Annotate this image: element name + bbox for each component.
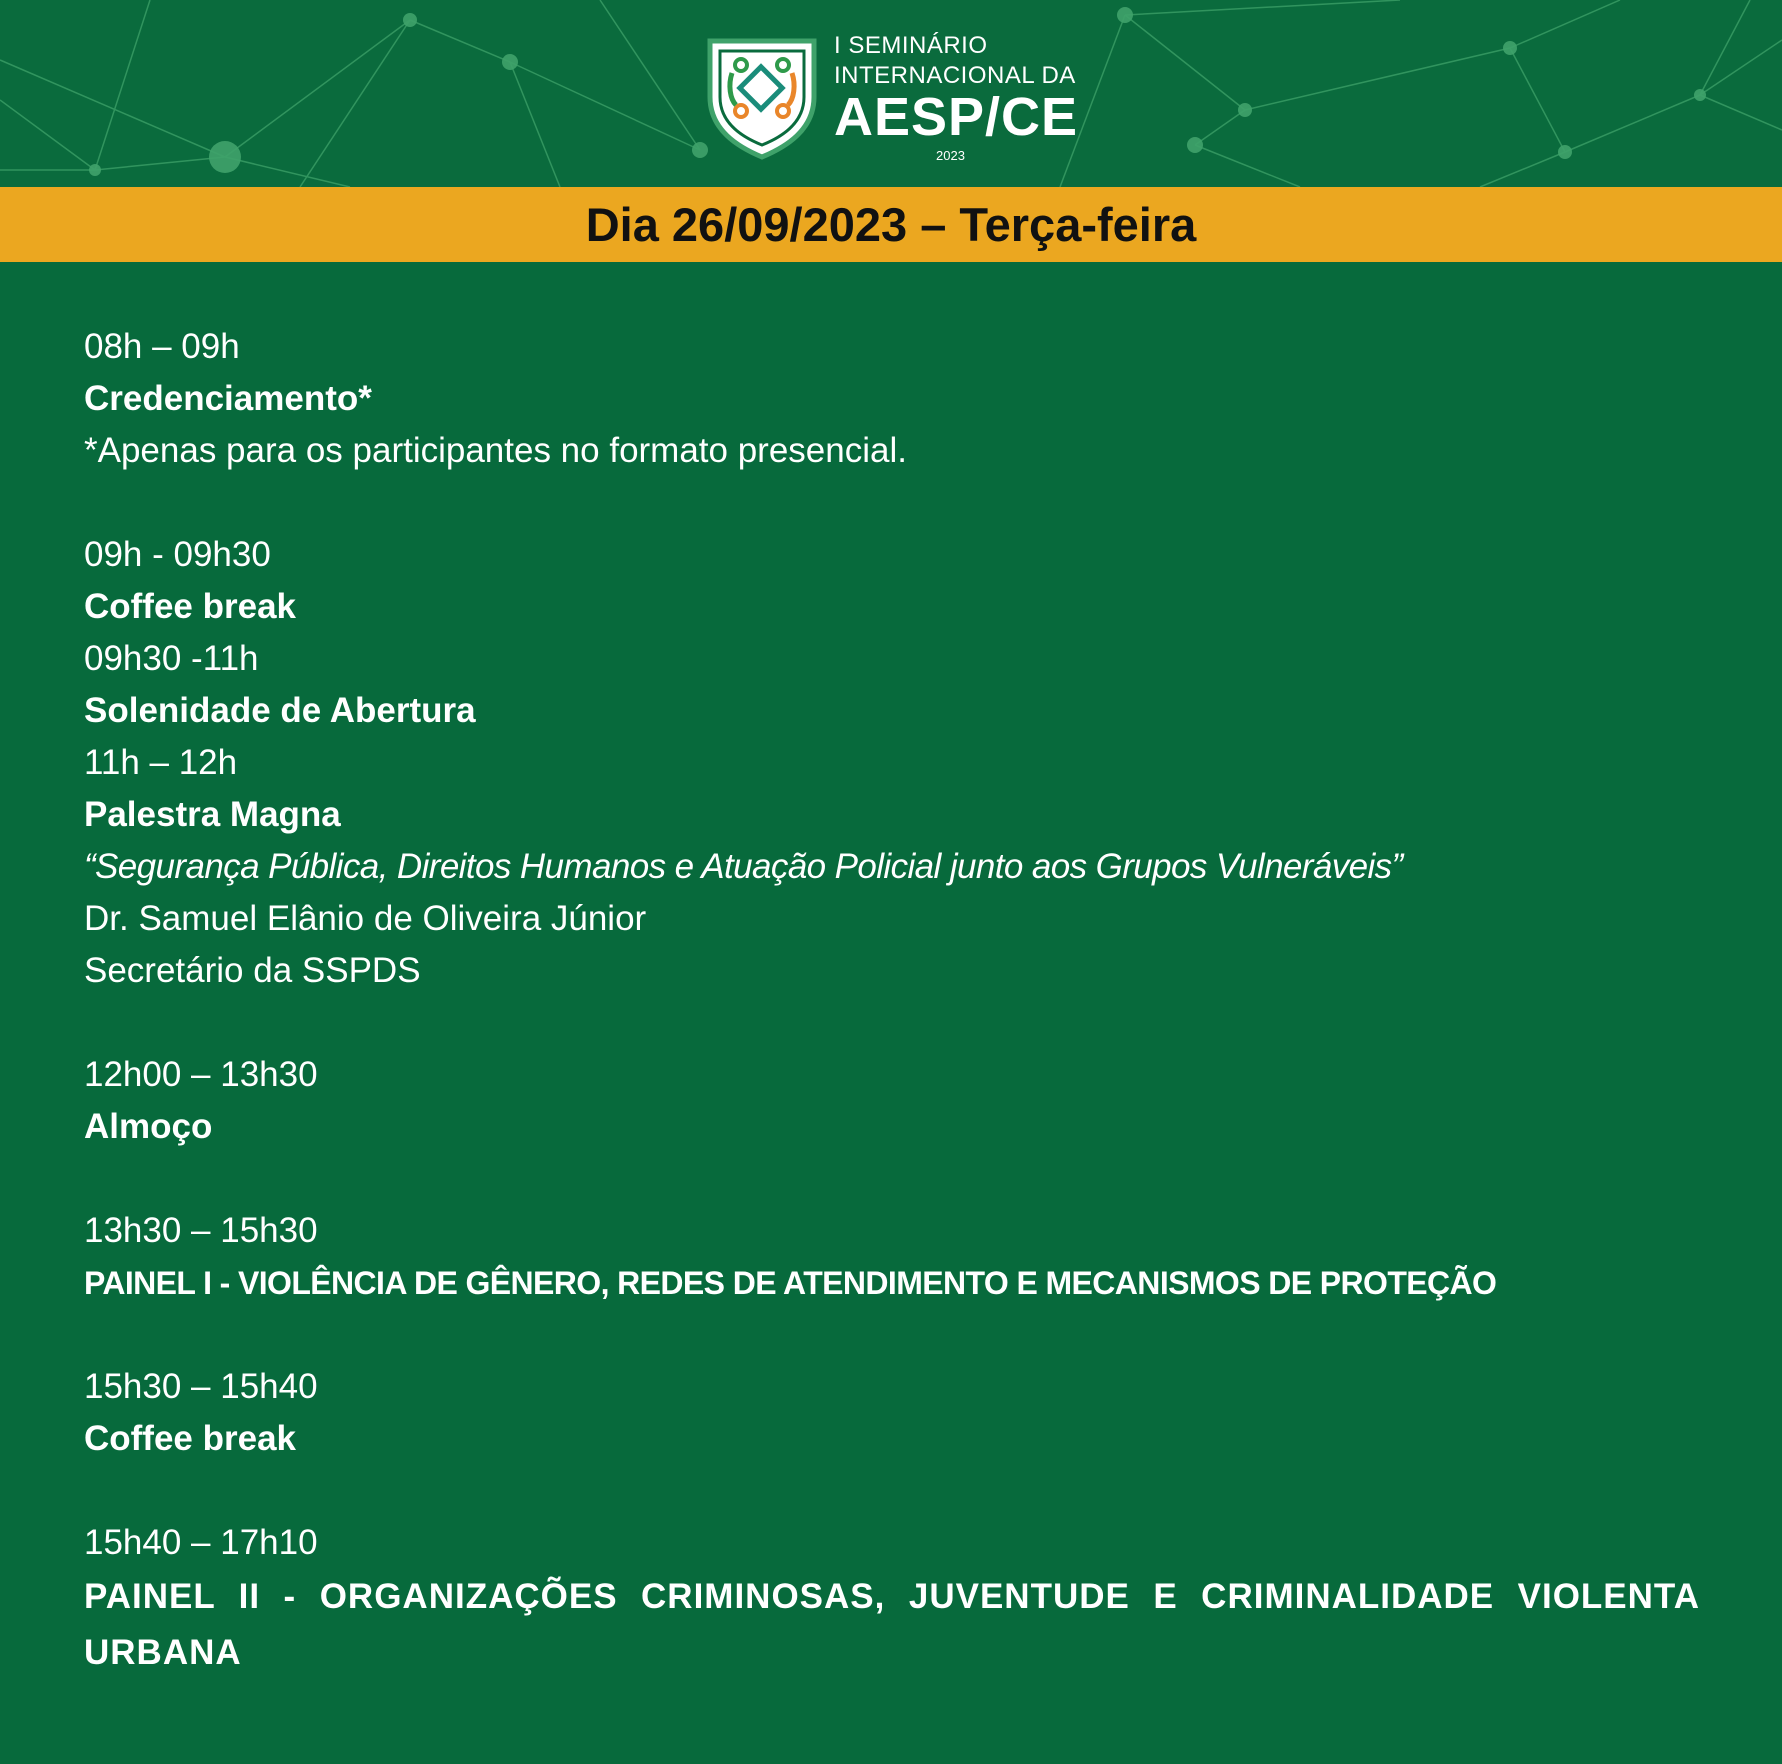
spacer xyxy=(84,1153,1700,1205)
session-title: PAINEL I - VIOLÊNCIA DE GÊNERO, REDES DE ATENDIMENTO E MECANISMOS DE PROTEÇÃO xyxy=(84,1265,1497,1301)
schedule-item xyxy=(84,737,1700,997)
date-band xyxy=(0,187,1782,262)
time-range: 08h – 09h xyxy=(84,327,240,366)
schedule-list xyxy=(84,321,1700,1681)
date-title: Dia 26/09/2023 – Terça-feira xyxy=(585,198,1197,251)
time-range: 15h40 – 17h10 xyxy=(84,1523,318,1562)
schedule-item xyxy=(84,1205,1700,1309)
session-title: Coffee break xyxy=(84,587,297,626)
schedule-item xyxy=(84,529,1700,633)
session-title: Palestra Magna xyxy=(84,795,341,834)
logo-year: 2023 xyxy=(936,148,965,163)
speaker-name: Dr. Samuel Elânio de Oliveira Júnior xyxy=(84,899,647,938)
schedule-item xyxy=(84,633,1700,737)
logo-line2: INTERNACIONAL DA xyxy=(834,62,1076,89)
logo-main: AESP/CE xyxy=(834,87,1079,147)
shield-emblem-icon xyxy=(706,35,818,161)
header-banner xyxy=(0,0,1782,187)
schedule-item xyxy=(84,321,1700,477)
schedule-item xyxy=(84,1361,1700,1465)
spacer xyxy=(84,997,1700,1049)
time-range: 13h30 – 15h30 xyxy=(84,1211,318,1250)
speaker-role: Secretário da SSPDS xyxy=(84,951,421,990)
schedule-item xyxy=(84,1517,1700,1681)
seminar-logo xyxy=(706,30,1079,170)
spacer xyxy=(84,477,1700,529)
session-subtitle: “Segurança Pública, Direitos Humanos e Atuação Policial junto aos Grupos Vulneráveis” xyxy=(84,847,1403,886)
time-range: 15h30 – 15h40 xyxy=(84,1367,318,1406)
time-range: 09h - 09h30 xyxy=(84,535,271,574)
schedule-item xyxy=(84,1049,1700,1153)
time-range: 09h30 -11h xyxy=(84,639,259,678)
time-range: 12h00 – 13h30 xyxy=(84,1055,318,1094)
session-title: Coffee break xyxy=(84,1419,297,1458)
session-title: Almoço xyxy=(84,1107,213,1146)
logo-line1: I SEMINÁRIO xyxy=(834,32,988,59)
session-title: PAINEL II - ORGANIZAÇÕES CRIMINOSAS, JUVENTUDE E CRIMINALIDADE VIOLENTA URBANA xyxy=(84,1577,1700,1672)
spacer xyxy=(84,1465,1700,1517)
session-title: Solenidade de Abertura xyxy=(84,691,476,730)
session-note: *Apenas para os participantes no formato presencial. xyxy=(84,431,907,470)
session-title: Credenciamento* xyxy=(84,379,372,418)
time-range: 11h – 12h xyxy=(84,743,238,782)
spacer xyxy=(84,1309,1700,1361)
